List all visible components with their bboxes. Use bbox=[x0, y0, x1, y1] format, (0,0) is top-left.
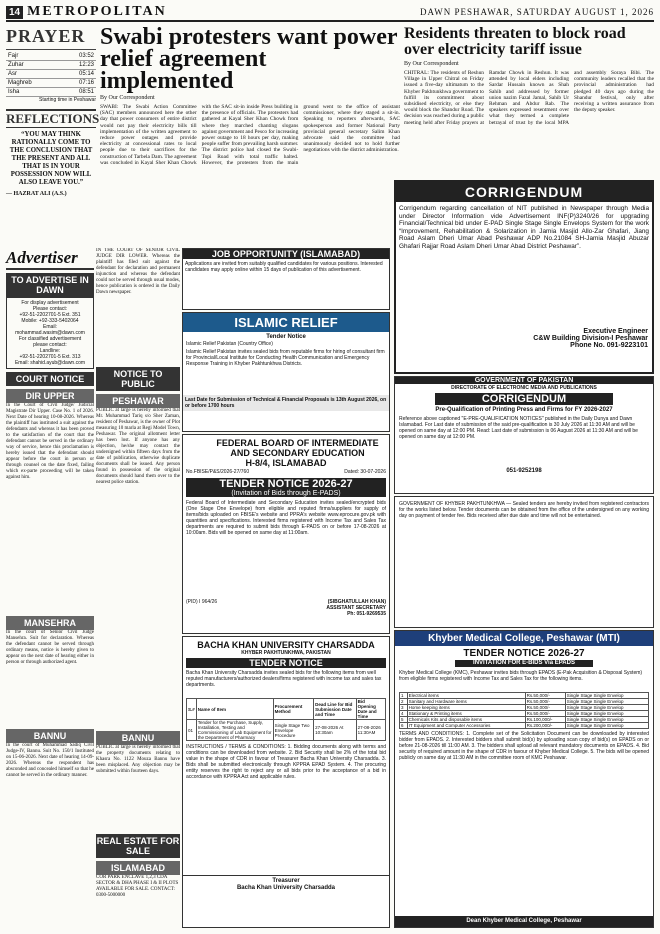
bku-tender: TENDER NOTICE bbox=[186, 658, 386, 668]
corrigendum-body: Corrigendum regarding cancellation of NIT published in Newspaper through Media under Director Information vide Advertisement INF(P)3240/26 for upgrading Financial/Technical bid under E-PAD Single Stage Single Envelops System for the work “Improvement, Rehabilitation & Solarization in Jamia Masjid Allo-Zar Ghafari, Jiang Road Aslam Dheri Umar Abad Peshawar ADP No.21084 SH-Jamia Masjid Abuzar Ghafari Rajjar Road Aslam Dheri Umar Abad District Peshawar”. bbox=[399, 205, 649, 250]
kmc-terms: TERMS AND CONDITIONS: 1. Complete set of the Solicitation Document can be downloaded by interested bidder from EPADS. 2. Interested bidders shall submit bid(s) by uploading scan copy of bid(s) on EPADS on or before 21-08-2026 till 11:00 AM. 3. The bidders shall upload all relevant mandatory documents on EPADS. 4. Bid security of required amount in the shape of CDR in favour of Khyber Medical College. 5. The bids will be opened publicly on same day at 11:30 AM in the committee room of KMC Peshawar. bbox=[399, 731, 649, 761]
job-title: JOB OPPORTUNITY (ISLAMABAD) bbox=[183, 249, 389, 259]
public-notice-column bbox=[96, 248, 180, 921]
bku-sub: KHYBER PAKHTUNKHWA, PAKISTAN bbox=[241, 650, 331, 656]
gov-body: Reference above captioned "E-PRE-QUALIFICATION NOTICES" published in the Daily Dunya and Dawn Islamabad. For Last date of submission of the said pre-qualification is 30 July 2026 at 11:30 AM and will be opened on same day at 12:00 PM. Read: Last date of submission is 06 August 2026 at 11:30 AM and will be opened on same day at 12:00 PM. bbox=[399, 416, 638, 440]
bannu-title: BANNU bbox=[6, 729, 94, 743]
section-title: METROPOLITAN bbox=[27, 4, 167, 19]
story-body: CHITRAL: The residents of Reshun Village in Upper Chitral on Friday issued a five-day ultimatum to the Khyber Pakhtunkhwa government to fulfill its commitment about subsidised electricity, or else they would block the Shandur Road. The decision was reached during a public meeting held after Friday prayers at Ramdar Chowk in Reshun. It was attended by local elders including Sardar Hussain known as Shah Sahib and addressed by former union nazim Fazal Jamal, Sahib Ur Rehman and Abdur Rab. The speakers expressed resentment over what they termed a complete betrayal of trust by the local MPA and assembly Soraya Bibi. The community leaders recalled that the provincial administration had pledged 40 days ago during the Shandur festival, only after receiving a written assurance from the deputy speaker. bbox=[404, 70, 654, 126]
advertise-box: For display advertisement Please contact: +92-51-2202701-5 Ext. 351 Mobile: +92-333-5402064 Email: mohammad.wasim@dawn.com For classified advertisement please contact: Landline: +92-51-2202701-5 Ext. 313 Email: shahid.ayub@dawn.com bbox=[6, 297, 94, 369]
table-row: 5 Chemicals Kits and disposable items Rs.100,000/- Single Stage Single Envelop bbox=[400, 717, 649, 723]
fbise-tender-sub: (Invitation of Bids through E-PADS) bbox=[231, 490, 341, 497]
page-number: 14 bbox=[6, 6, 23, 19]
notice-body: IN THE COURT OF SENIOR CIVIL JUDGE DIR LOWER. Whereas the plaintiff has filed suit against the defendant for declaration and permanent injunction and whereas the defendant could not be served through usual modes, hence publication is ordered in the Daily Dawn newspaper. bbox=[96, 248, 180, 295]
bku-intro: Bacha Khan University Charsadda invites sealed bids for the following items from well reputed manufacturers/authorized dealers/firms registered with income tax and sales tax departments. bbox=[186, 670, 382, 688]
story-headline: Swabi protesters want power relief agreement implemented bbox=[100, 24, 398, 94]
ir-footer: Last Date for Submission of Technical & Financial Proposals is 13th August 2026, on or before 1700 hours bbox=[183, 395, 389, 411]
bannu-title-2: BANNU bbox=[96, 731, 180, 745]
fbise-signature: (SIBGHATULLAH KHAN) ASSISTANT SECRETARY Ph: 051-9269535 bbox=[326, 599, 386, 617]
kmc-tender-ad bbox=[394, 630, 654, 928]
fbise-address: H-8/4, ISLAMABAD bbox=[245, 458, 327, 468]
kmc-title: Khyber Medical College, Peshawar (MTI) bbox=[395, 631, 653, 646]
gov-contact: 051-9252198 bbox=[506, 468, 542, 474]
fbise-tender-ad bbox=[182, 434, 390, 634]
kmc-tender: TENDER NOTICE 2026-27 bbox=[463, 648, 585, 659]
gov-subtitle: Pre-Qualification of Printing Press and Firms for FY 2026-2027 bbox=[435, 407, 613, 413]
reflections-author: — HAZRAT ALI (A.S.) bbox=[6, 191, 67, 197]
story-body: SWABI: The Swabi Action Committee (SAC) members announced here the other day that power consumers of entire district would not pay their electricity bills till implementation of the written agreement to reduce power outages and provide electricity at concessional rates to local people due to their sacrifices for the construction of Tarbela Dam. The agreement was concluded in Kayal Sher Khan Chowk with the SAC sit-in inside Press building in the presence of officials. The protesters had gathered at Kayal Sher Khan Chowk from where they marched chanting slogans against government and Pesco for increasing power outage to 18 hours per day, making people suffer from prevailing harsh summer. The district police had closed the Swabi-Topi Road with total traffic halted. However, the protesters from the main ground went to the office of assistant commissioner, where they staged a sit-in. Speaking to reporters afterwards, SAC spokesperson and former National Party provincial general secretary Salim Khan advocate said the committee had unanimously decided not to hold further negotiations with the district administration. bbox=[100, 104, 400, 166]
gov-corrigendum: CORRIGENDUM bbox=[435, 393, 613, 405]
real-estate-title: REAL ESTATE FOR SALE bbox=[96, 836, 180, 856]
story-swabi bbox=[100, 26, 400, 254]
table-row: 3 Home keeping items Rs.50,000/- Single Stage Single Envelop bbox=[400, 705, 649, 711]
tender-title: Tender Notice bbox=[266, 334, 306, 340]
fbise-tender-title: TENDER NOTICE 2026-27 bbox=[219, 478, 353, 490]
story-headline: Residents threaten to block road over electricity tariff issue bbox=[404, 25, 626, 58]
gov-pakistan-ad bbox=[394, 376, 654, 494]
table-row: 4 Stationary & Printing items Rs.50,000/- Single Stage Single Envelop bbox=[400, 711, 649, 717]
court-notice-title: COURT NOTICE bbox=[6, 372, 94, 386]
prayer-note: Starting time in Peshawar bbox=[39, 97, 96, 103]
corrigendum-ad bbox=[394, 180, 654, 374]
reflections-quote: “YOU MAY THINK RATIONALLY COME TO THE CONCLUSION THAT THE PRESENT AND ALL THAT IS IN YOUR POSSESSION NOW WILL ALSO LEAVE YOU.” bbox=[9, 131, 93, 186]
story-byline: By Our Correspondent bbox=[100, 95, 155, 101]
bku-title: BACHA KHAN UNIVERSITY CHARSADDA bbox=[197, 640, 375, 650]
gov-title: GOVERNMENT OF PAKISTAN bbox=[395, 377, 653, 384]
reflections-title: REFLECTIONS bbox=[6, 111, 100, 126]
ir-body: Islamic Relief Pakistan invites sealed bids from reputable firms for hiring of consultant firm for Provincial/Local Institute for Conducting Health Communication and Emergency Response Training in Khyber Pakhtunkhwa Districts. bbox=[186, 349, 385, 367]
mansehra-body: In the court of Senior Civil Judge Mansehra. Suit for declaration. Whereas the defendant cannot be served through ordinary means, notice is hereby given to appear on the next date of hearing either in person or through authorized agent. bbox=[6, 630, 94, 665]
mansehra-title: MANSEHRA bbox=[6, 616, 94, 630]
corrigendum-signature: Executive Engineer C&W Building Division-I Peshawar Phone No. 091-9223101 bbox=[533, 328, 648, 349]
bku-table: S.# Name of Item Procurement Method Dead Line for Bid Submission Date and Time Bid Opening Date and Time 01 Tender for the Purchase, Supply, Installation, Testing and Commissioning of Lab Equipment for the Department of Pharmacy Single Stage Two Envelope Procedure 27-08-2026 At 10:30am 27-08-2026 11:30AM bbox=[186, 698, 386, 741]
regional-notice-ad bbox=[394, 496, 654, 628]
dir-upper-title: DIR UPPER bbox=[6, 389, 94, 403]
ir-location: Islamic Relief Pakistan (Country Office) bbox=[186, 341, 273, 347]
islamabad-title: ISLAMABAD bbox=[96, 861, 180, 875]
bku-terms: INSTRUCTIONS / TERMS & CONDITIONS: 1. Bidding documents along with terms and conditions can be downloaded from website. 2. Bid Security shall be 2% of the total bid value in the shape of CDR in favour of Treasurer Bacha Khan University Charsadda. 3. Bids shall be submitted electronically through KPPRA EPAD System. 4. The procuring entity reserves the right to reject any or all bids prior to the acceptance of a bid in accordance with KPPRA Act and applicable rules. bbox=[186, 744, 386, 780]
peshawar-body: PUBLIC at large is hereby informed that Mr. Muhammad Tariq s/o Sher Zaman, resident of Peshawar, is the owner of Plot measuring 10 marla at Regi Model Town, Peshawar. The original allotment letter has been lost. If anyone has any objection, he/she may contact the undersigned within fifteen days from the date of publication, otherwise duplicate documents shall be issued. Any person found in possession of the original documents should hand them over to the nearest police station. bbox=[96, 408, 180, 485]
kmc-sub: INVITATION FOR E-BIDS Via EPADS bbox=[455, 660, 593, 667]
prayer-title: PRAYER bbox=[6, 26, 86, 46]
kmc-footer: Dean Khyber Medical College, Peshawar bbox=[395, 916, 653, 927]
kmc-intro: Khyber Medical College (KMC), Peshawar invites bids through EPADS (E-Pak Acquisition & Disposal System) from eligible firms registered with Income Tax and Sales Tax for the following items. bbox=[399, 670, 643, 682]
fbise-dated: Dated: 30-07-2026 bbox=[344, 469, 386, 475]
islamic-relief-title: ISLAMIC RELIEF bbox=[183, 313, 389, 332]
fbise-ipl: (PID) I 964/26 bbox=[186, 599, 218, 605]
court-notice-body: In the Court of Civil Judge/ Judicial Magistrate Dir Upper. Case No. 1 of 2026. Next Date of hearing 10-08-2026. Whereas the plaintiff has instituted a suit against the defendants and whereas it has been proved to the satisfaction of the court that the defendant cannot be served in the ordinary way of service, hence this proclamation is hereby issued that the defendant should appear before the court in person or through counsel on the date fixed, failing which ex-parte proceeding will be taken against him. bbox=[6, 403, 94, 480]
regional-notice-body: GOVERNMENT OF KHYBER PAKHTUNKHWA — Sealed tenders are hereby invited from registered contractors for the works listed below. Tender documents can be obtained from the office of the undersigned on any working day on payment of tender fee. Bids received after due date and time will not be entertained. bbox=[399, 501, 649, 519]
peshawar-title: PESHAWAR bbox=[96, 394, 180, 408]
bku-footer: Treasurer Bacha Khan University Charsadda bbox=[183, 875, 389, 892]
page-header bbox=[6, 4, 654, 22]
islamic-relief-ad bbox=[182, 312, 390, 432]
bannu-body: In the court of Muhammad Sadiq Civil Judge-IV, Bannu. Suit No. 150/1 Instituted on 15-06-2026. Next date of hearing 14-09-2026. Whereas the respondent has absconded and concealed himself so that he cannot be served in the ordinary manner. bbox=[6, 743, 94, 778]
table-row: 6 IT Equipment and Computer Accessories Rs.200,000/- Single Stage Single Envelop bbox=[400, 723, 649, 729]
prayer-row: Isha 08:51 bbox=[8, 89, 94, 95]
prayer-row: Zuhar 12:23 bbox=[8, 62, 94, 68]
advertiser-title: Advertiser bbox=[6, 248, 94, 270]
prayer-row: Maghreb 07:16 bbox=[8, 80, 94, 86]
advertise-box-title: TO ADVERTISE IN DAWN bbox=[6, 273, 94, 297]
gov-dept: DIRECTORATE OF ELECTRONIC MEDIA AND PUBLICATIONS bbox=[451, 385, 597, 391]
left-sidebar bbox=[6, 26, 100, 197]
table-row: 2 Sanitary and Hardware items Rs.50,000/- Single Stage Single Envelop bbox=[400, 699, 649, 705]
job-opportunity-ad bbox=[182, 248, 390, 310]
real-estate-body: COR PARK ENCLAVE 1,2,3 CDA SECTOR & DHA PHASE I & II PLOTS AVAILABLE FOR SALE. CONTACT: 0300-5000000 bbox=[96, 875, 179, 898]
table-row: 1 Electrical items Rs.50,000/- Single Stage Single Envelop bbox=[400, 693, 649, 699]
story-chitral bbox=[404, 26, 654, 182]
fbise-body: Federal Board of Intermediate and Secondary Education invites sealed/encrypted bids (One Stage One Envelope) from eligible and reputed firms/suppliers for supply of items/bids uploaded on FBISE's website and PPRA's website www.eprocure.gov.pk with quantities and specifications. Interested firms registered with Income Tax and Sales Tax departments are required to submit bids through E-PADS on or before 17-08-2026 at 10:00am. Bids will be opened on same day at 11:00am. bbox=[186, 500, 386, 536]
table-row: 01 Tender for the Purchase, Supply, Installation, Testing and Commissioning of Lab Equipment for the Department of Pharmacy Single Stage Two Envelope Procedure 27-08-2026 At 10:30am 27-08-2026 11:30AM bbox=[187, 720, 386, 741]
bannu-notice-body: PUBLIC at large is hereby informed that the property documents relating to Khasra No. 1122 Mouza Bannu have been misplaced. Any objection may be submitted within fourteen days. bbox=[96, 745, 180, 774]
prayer-row: Fajr 03:52 bbox=[8, 53, 94, 59]
advertiser-column bbox=[6, 248, 94, 883]
job-body: Applications are invited from suitably qualified candidates for various positions. Interested candidates may apply online within 15 days of publication of this advertisement. bbox=[185, 261, 383, 273]
bacha-khan-ad bbox=[182, 636, 390, 928]
fbise-tender-box bbox=[186, 478, 386, 497]
notice-to-public-title: NOTICE TO PUBLIC bbox=[96, 367, 180, 391]
corrigendum-title: CORRIGENDUM bbox=[396, 182, 652, 202]
kmc-table bbox=[399, 692, 649, 729]
fbise-ref: No.FBISE/P&S/2026-27/760 bbox=[186, 469, 250, 475]
prayer-row: Asr 05:14 bbox=[8, 71, 94, 77]
story-byline: By Our Correspondent bbox=[404, 61, 459, 67]
dateline: DAWN PESHAWAR, SATURDAY AUGUST 1, 2026 bbox=[420, 7, 654, 17]
fbise-title: FEDERAL BOARD OF INTERMEDIATE AND SECONDARY EDUCATION bbox=[216, 438, 379, 458]
